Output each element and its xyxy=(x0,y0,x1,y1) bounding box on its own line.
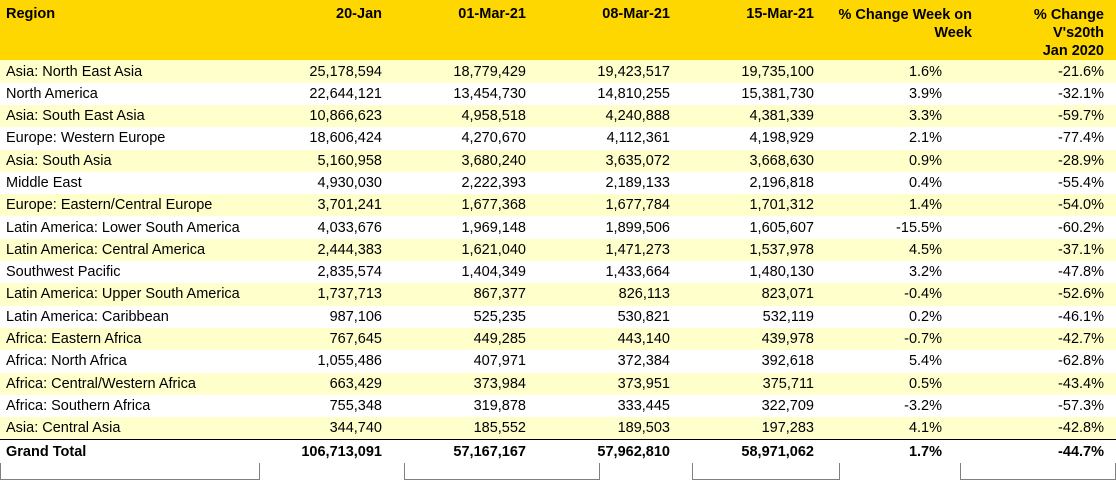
row-change-wow: -0.4% xyxy=(904,286,942,303)
row-change-vs2020: -52.6% xyxy=(1058,286,1104,303)
row-value-15-mar-21: 197,283 xyxy=(761,420,814,437)
row-region: Europe: Eastern/Central Europe xyxy=(6,197,213,214)
table-row xyxy=(0,83,1116,105)
table-row xyxy=(0,105,1116,127)
row-value-08-mar-21: 14,810,255 xyxy=(597,85,670,102)
row-region: Asia: South East Asia xyxy=(6,108,145,125)
strip-segment-1 xyxy=(0,463,260,480)
row-value-08-mar-21: 1,433,664 xyxy=(605,264,670,281)
total-label: Grand Total xyxy=(6,443,87,460)
row-value-20-jan: 755,348 xyxy=(329,397,382,414)
row-value-08-mar-21: 372,384 xyxy=(617,353,670,370)
row-value-01-mar-21: 373,984 xyxy=(473,375,526,392)
row-change-vs2020: -32.1% xyxy=(1058,85,1104,102)
row-change-wow: 1.6% xyxy=(908,63,942,80)
row-change-vs2020: -60.2% xyxy=(1058,219,1104,236)
row-change-vs2020: -57.3% xyxy=(1058,397,1104,414)
row-value-15-mar-21: 1,605,607 xyxy=(749,219,814,236)
row-change-vs2020: -62.8% xyxy=(1058,353,1104,370)
row-change-wow: 0.5% xyxy=(908,375,942,392)
row-change-wow: 3.3% xyxy=(908,108,942,125)
row-region: Europe: Western Europe xyxy=(6,130,166,147)
row-change-vs2020: -37.1% xyxy=(1058,241,1104,258)
row-value-08-mar-21: 1,471,273 xyxy=(605,241,670,258)
change-vs2020-line2: Jan 2020 xyxy=(1042,43,1104,60)
row-change-wow: -0.7% xyxy=(904,331,942,348)
row-change-vs2020: -77.4% xyxy=(1058,130,1104,147)
row-value-20-jan: 18,606,424 xyxy=(309,130,382,147)
row-change-wow: -3.2% xyxy=(904,397,942,414)
total-value-20-jan: 106,713,091 xyxy=(301,443,382,460)
row-region: Latin America: Central America xyxy=(6,241,206,258)
row-value-15-mar-21: 15,381,730 xyxy=(741,85,814,102)
row-region: Africa: Eastern Africa xyxy=(6,331,142,348)
table-row xyxy=(0,350,1116,372)
strip-segment-3 xyxy=(692,463,840,480)
row-value-01-mar-21: 185,552 xyxy=(473,420,526,437)
row-value-20-jan: 767,645 xyxy=(329,331,382,348)
total-change-wow: 1.7% xyxy=(908,443,942,460)
row-value-20-jan: 10,866,623 xyxy=(309,108,382,125)
column-header-08-mar-21[interactable]: 08-Mar-21 xyxy=(548,0,692,60)
row-value-01-mar-21: 867,377 xyxy=(473,286,526,303)
row-value-15-mar-21: 392,618 xyxy=(761,353,814,370)
row-change-vs2020: -28.9% xyxy=(1058,152,1104,169)
row-value-15-mar-21: 2,196,818 xyxy=(749,175,814,191)
row-value-01-mar-21: 18,779,429 xyxy=(453,63,526,80)
row-change-wow: 4.1% xyxy=(908,420,942,437)
row-value-01-mar-21: 4,958,518 xyxy=(461,108,526,125)
row-value-01-mar-21: 1,969,148 xyxy=(461,219,526,236)
row-change-vs2020: -59.7% xyxy=(1058,108,1104,125)
row-value-08-mar-21: 3,635,072 xyxy=(605,152,670,169)
row-value-15-mar-21: 375,711 xyxy=(762,375,814,392)
total-value-08-mar-21: 57,962,810 xyxy=(597,443,670,460)
row-change-wow: 2.1% xyxy=(908,130,942,147)
row-region: Latin America: Caribbean xyxy=(6,308,169,325)
change-wow-line1: % Change Week on xyxy=(838,7,972,23)
row-region: North America xyxy=(6,85,98,102)
row-change-wow: 0.2% xyxy=(908,308,942,325)
row-value-20-jan: 2,835,574 xyxy=(317,264,382,281)
row-value-20-jan: 22,644,121 xyxy=(309,85,382,102)
row-value-01-mar-21: 407,971 xyxy=(473,353,526,370)
row-value-08-mar-21: 2,189,133 xyxy=(605,175,670,191)
table-row xyxy=(0,239,1116,261)
row-value-08-mar-21: 373,951 xyxy=(617,375,670,392)
table-row xyxy=(0,306,1116,328)
column-header-region[interactable]: Region xyxy=(0,0,260,60)
total-change-vs2020: -44.7% xyxy=(1058,443,1104,460)
row-change-vs2020: -43.4% xyxy=(1058,375,1104,392)
row-value-08-mar-21: 333,445 xyxy=(617,397,670,414)
row-region: Africa: Central/Western Africa xyxy=(6,375,196,392)
row-change-vs2020: -21.6% xyxy=(1058,63,1104,80)
strip-segment-4 xyxy=(960,463,1116,480)
bottom-border-strip xyxy=(0,463,1116,481)
column-header-20-jan[interactable]: 20-Jan xyxy=(260,0,404,60)
row-change-vs2020: -46.1% xyxy=(1058,308,1104,325)
row-value-15-mar-21: 4,198,929 xyxy=(749,130,814,147)
row-value-20-jan: 4,930,030 xyxy=(317,175,382,191)
row-region: Asia: North East Asia xyxy=(6,63,143,80)
row-value-20-jan: 3,701,241 xyxy=(317,197,382,214)
row-value-15-mar-21: 532,119 xyxy=(762,308,814,325)
row-change-wow: 1.4% xyxy=(908,197,942,214)
row-value-08-mar-21: 19,423,517 xyxy=(597,63,670,80)
row-value-08-mar-21: 443,140 xyxy=(617,331,670,348)
table-row xyxy=(0,417,1116,439)
row-value-20-jan: 1,055,486 xyxy=(317,353,382,370)
row-value-20-jan: 1,737,713 xyxy=(317,286,382,303)
change-wow-line2: Week xyxy=(934,25,972,42)
row-region: Southwest Pacific xyxy=(6,264,121,281)
row-region: Africa: Southern Africa xyxy=(6,397,151,414)
table-row xyxy=(0,328,1116,350)
row-value-01-mar-21: 13,454,730 xyxy=(453,85,526,102)
row-value-15-mar-21: 19,735,100 xyxy=(741,63,814,80)
row-change-wow: 3.2% xyxy=(908,264,942,281)
table-row xyxy=(0,150,1116,172)
row-value-08-mar-21: 189,503 xyxy=(617,420,670,437)
table-row xyxy=(0,60,1116,82)
row-value-15-mar-21: 1,701,312 xyxy=(749,197,814,214)
row-value-01-mar-21: 1,404,349 xyxy=(461,264,526,281)
row-value-20-jan: 2,444,383 xyxy=(317,241,382,258)
row-change-vs2020: -42.7% xyxy=(1058,331,1104,348)
table-row xyxy=(0,261,1116,283)
row-value-15-mar-21: 823,071 xyxy=(761,286,814,303)
grand-total-row xyxy=(0,439,1116,463)
total-value-15-mar-21: 58,971,062 xyxy=(741,443,814,460)
table-header xyxy=(0,0,1116,60)
change-vs2020-line1: % Change V's20th xyxy=(1033,7,1104,42)
row-value-01-mar-21: 3,680,240 xyxy=(461,152,526,169)
row-change-wow: -15.5% xyxy=(896,219,942,236)
row-value-08-mar-21: 4,240,888 xyxy=(605,108,670,125)
table-row xyxy=(0,373,1116,395)
row-value-01-mar-21: 525,235 xyxy=(473,308,526,325)
row-value-15-mar-21: 1,537,978 xyxy=(749,241,814,258)
row-value-01-mar-21: 449,285 xyxy=(473,331,526,348)
row-region: Latin America: Upper South America xyxy=(6,286,240,303)
row-change-vs2020: -55.4% xyxy=(1058,175,1104,191)
row-region: Latin America: Lower South America xyxy=(6,219,240,236)
row-change-wow: 4.5% xyxy=(908,241,942,258)
column-header-change-week-on-week[interactable] xyxy=(836,0,984,60)
row-region: Asia: South Asia xyxy=(6,152,112,169)
row-value-20-jan: 4,033,676 xyxy=(317,219,382,236)
row-change-vs2020: -54.0% xyxy=(1058,197,1104,214)
row-region: Africa: North Africa xyxy=(6,353,127,370)
column-header-change-vs-jan-2020[interactable] xyxy=(984,0,1116,60)
row-value-01-mar-21: 1,677,368 xyxy=(461,197,526,214)
row-region: Middle East xyxy=(6,175,82,191)
column-header-01-mar-21[interactable]: 01-Mar-21 xyxy=(404,0,548,60)
row-value-15-mar-21: 439,978 xyxy=(761,331,814,348)
row-value-01-mar-21: 1,621,040 xyxy=(461,241,526,258)
table-row xyxy=(0,172,1116,194)
row-value-15-mar-21: 4,381,339 xyxy=(749,108,814,125)
row-change-wow: 0.4% xyxy=(908,175,942,191)
row-value-01-mar-21: 2,222,393 xyxy=(461,175,526,191)
row-change-wow: 3.9% xyxy=(908,85,942,102)
row-value-15-mar-21: 3,668,630 xyxy=(749,152,814,169)
row-value-15-mar-21: 1,480,130 xyxy=(749,264,814,281)
row-value-20-jan: 5,160,958 xyxy=(317,152,382,169)
row-value-08-mar-21: 826,113 xyxy=(618,286,670,303)
row-region: Asia: Central Asia xyxy=(6,420,121,437)
table-row xyxy=(0,194,1116,216)
row-value-20-jan: 663,429 xyxy=(329,375,382,392)
row-value-20-jan: 344,740 xyxy=(329,420,382,437)
total-value-01-mar-21: 57,167,167 xyxy=(453,443,526,460)
row-value-01-mar-21: 319,878 xyxy=(473,397,526,414)
row-value-01-mar-21: 4,270,670 xyxy=(461,130,526,147)
row-value-20-jan: 987,106 xyxy=(329,308,382,325)
row-value-08-mar-21: 4,112,361 xyxy=(606,130,670,147)
table-row xyxy=(0,395,1116,417)
row-change-wow: 5.4% xyxy=(908,353,942,370)
header-row xyxy=(0,0,1116,60)
table-row xyxy=(0,283,1116,305)
row-change-vs2020: -47.8% xyxy=(1058,264,1104,281)
table-row xyxy=(0,127,1116,149)
table-body xyxy=(0,60,1116,463)
row-change-wow: 0.9% xyxy=(908,152,942,169)
strip-segment-2 xyxy=(404,463,600,480)
row-value-20-jan: 25,178,594 xyxy=(309,63,382,80)
column-header-15-mar-21[interactable]: 15-Mar-21 xyxy=(692,0,836,60)
row-value-15-mar-21: 322,709 xyxy=(761,397,814,414)
table-row xyxy=(0,216,1116,238)
row-value-08-mar-21: 530,821 xyxy=(617,308,670,325)
row-value-08-mar-21: 1,677,784 xyxy=(605,197,670,214)
row-change-vs2020: -42.8% xyxy=(1058,420,1104,437)
row-value-08-mar-21: 1,899,506 xyxy=(605,219,670,236)
